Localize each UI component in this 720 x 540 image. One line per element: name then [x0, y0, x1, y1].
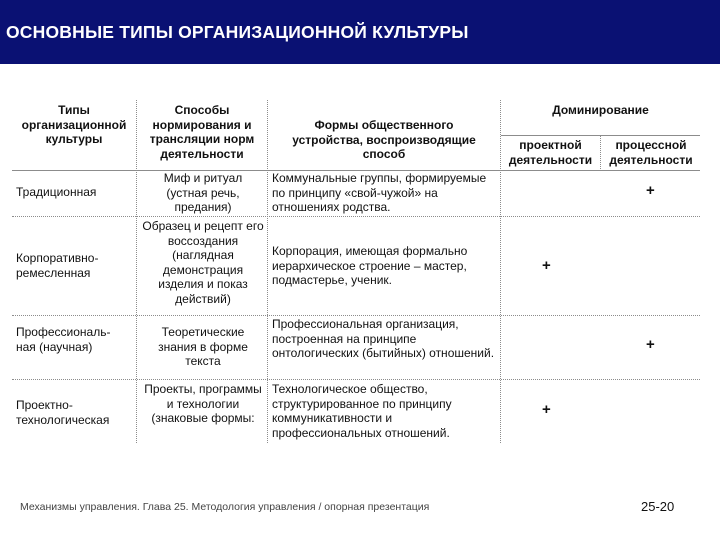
col-divider: [267, 100, 268, 443]
row-4-project-plus: +: [542, 401, 551, 418]
slide-title: ОСНОВНЫЕ ТИПЫ ОРГАНИЗАЦИОННОЙ КУЛЬТУРЫ: [6, 22, 469, 42]
row-divider: [12, 379, 700, 380]
row-4-form: Технологическое общество, структурированное по принципу коммуникативности и профессиональных отношений.: [272, 382, 452, 440]
col-divider: [600, 136, 601, 171]
header-project: проектной деятельности: [508, 138, 593, 167]
dominance-underline: [501, 135, 700, 136]
row-4-method: Проекты, программы и технологии (знаковые формы:: [144, 382, 262, 425]
row-2-project-plus: +: [542, 257, 551, 274]
row-3-process-plus: +: [646, 336, 655, 353]
header-process: процессной деятельности: [609, 138, 693, 167]
header-type: Типы организационной культуры: [21, 103, 127, 146]
row-3-type: Профессиональ-ная (научная): [16, 325, 111, 354]
row-1-form: Коммунальные группы, формируемые по принципу «свой-чужой» на отношениях родства.: [272, 171, 487, 214]
slide-footer: Механизмы управления. Глава 25. Методология управления / опорная презентация: [20, 501, 430, 513]
row-1-process-plus: +: [646, 182, 655, 199]
row-1-type: Традиционная: [16, 185, 97, 199]
row-2-method: Образец и рецепт его воссоздания (наглядная демонстрация изделия и показ действий): [142, 219, 264, 306]
row-1-method: Миф и ритуал (устная речь, предания): [163, 171, 243, 214]
col-divider: [136, 100, 137, 443]
culture-table: [12, 98, 700, 443]
title-bar: [0, 0, 720, 64]
row-3-method: Теоретические знания в форме текста: [158, 325, 248, 368]
row-3-form: Профессиональная организация, построенная на принципе онтологических (бытийных) отношений.: [272, 317, 495, 360]
row-2-form: Корпорация, имеющая формально иерархическое строение – мастер, подмастерье, ученик.: [272, 244, 468, 287]
header-methods: Способы нормирования и трансляции норм деятельности: [149, 103, 255, 161]
header-dominance: Доминирование: [552, 103, 649, 117]
page-number: 25-20: [641, 499, 675, 514]
row-divider: [12, 315, 700, 316]
row-2-type: Корпоративно-ремесленная: [16, 251, 99, 280]
header-forms: Формы общественного устройства, воспроизводящие способ: [292, 118, 476, 161]
row-divider: [12, 216, 700, 217]
row-4-type: Проектно-технологическая: [16, 398, 110, 427]
